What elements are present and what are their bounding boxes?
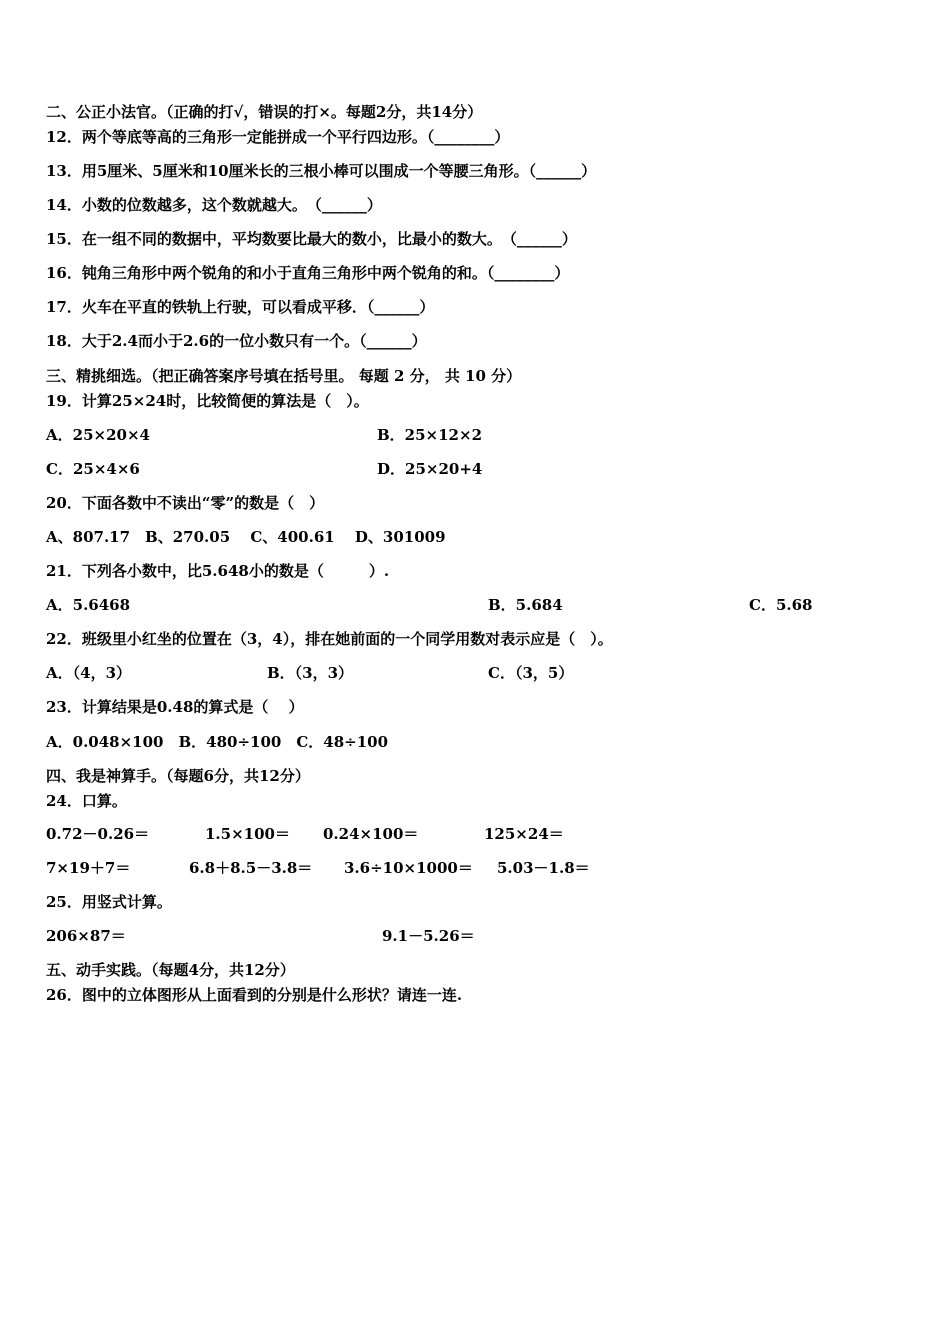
oral-calc-1-4: 125×24＝ [484, 825, 564, 843]
oral-calc-2-4: 5.03－1.8＝ [497, 859, 590, 877]
question-20-stem: 20．下面各数中不读出“零”的数是（ ） [46, 494, 325, 512]
question-22-option-c: C．（3，5） [488, 664, 574, 682]
question-22-option-a: A．（4，3） [46, 664, 132, 682]
oral-calc-1-1: 0.72－0.26＝ [46, 825, 150, 843]
question-21-option-c: C．5.68 [749, 596, 813, 614]
question-25-stem: 25．用竖式计算。 [46, 893, 172, 911]
oral-calc-1-3: 0.24×100＝ [323, 825, 419, 843]
question-26: 26．图中的立体图形从上面看到的分别是什么形状？请连一连. [46, 986, 463, 1004]
question-24-stem: 24．口算。 [46, 792, 127, 810]
section-3-title: 三、精挑细选。（把正确答案序号填在括号里。 每题 2 分， 共 10 分） [46, 367, 522, 385]
question-12: 12．两个等底等高的三角形一定能拼成一个平行四边形。（________） [46, 128, 510, 146]
question-13: 13．用5厘米、5厘米和10厘米长的三根小棒可以围成一个等腰三角形。（______） [46, 162, 597, 180]
question-15: 15．在一组不同的数据中，平均数要比最大的数小，比最小的数大。 （______） [46, 230, 577, 248]
question-22-stem: 22．班级里小红坐的位置在（3，4），排在她前面的一个同学用数对表示应是（ ）。 [46, 630, 613, 648]
question-23-stem: 23．计算结果是0.48的算式是（ ） [46, 698, 304, 716]
question-21-option-b: B．5.684 [488, 596, 563, 614]
question-19-option-a: A．25×20×4 [46, 426, 150, 444]
question-17: 17．火车在平直的铁轨上行驶，可以看成平移．（______） [46, 298, 435, 316]
question-20-options: A、807.17 B、270.05 C、400.61 D、301009 [46, 528, 446, 546]
question-19-stem: 19．计算25×24时，比较简便的算法是（ ）。 [46, 392, 369, 410]
question-21-stem: 21．下列各小数中，比5.648小的数是（ ）. [46, 562, 390, 580]
question-14: 14．小数的位数越多，这个数就越大。 （______） [46, 196, 382, 214]
oral-calc-1-2: 1.5×100＝ [205, 825, 290, 843]
oral-calc-2-3: 3.6÷10×1000＝ [344, 859, 473, 877]
question-16: 16．钝角三角形中两个锐角的和小于直角三角形中两个锐角的和。（________） [46, 264, 570, 282]
question-19-option-c: C．25×4×6 [46, 460, 140, 478]
section-2-title: 二、公正小法官。（正确的打√，错误的打×。每题2分，共14分） [46, 103, 483, 121]
oral-calc-2-2: 6.8＋8.5－3.8＝ [189, 859, 313, 877]
question-21-option-a: A．5.6468 [46, 596, 131, 614]
oral-calc-2-1: 7×19＋7＝ [46, 859, 131, 877]
vertical-calc-2: 9.1－5.26＝ [382, 927, 475, 945]
question-22-option-b: B．（3，3） [267, 664, 354, 682]
question-19-option-b: B．25×12×2 [377, 426, 483, 444]
section-4-title: 四、我是神算手。（每题6分，共12分） [46, 767, 310, 785]
vertical-calc-1: 206×87＝ [46, 927, 126, 945]
section-5-title: 五、动手实践。（每题4分，共12分） [46, 961, 295, 979]
question-23-options: A．0.048×100 B．480÷100 C．48÷100 [46, 733, 389, 751]
question-18: 18．大于2.4而小于2.6的一位小数只有一个。（______） [46, 332, 427, 350]
question-19-option-d: D．25×20+4 [377, 460, 483, 478]
